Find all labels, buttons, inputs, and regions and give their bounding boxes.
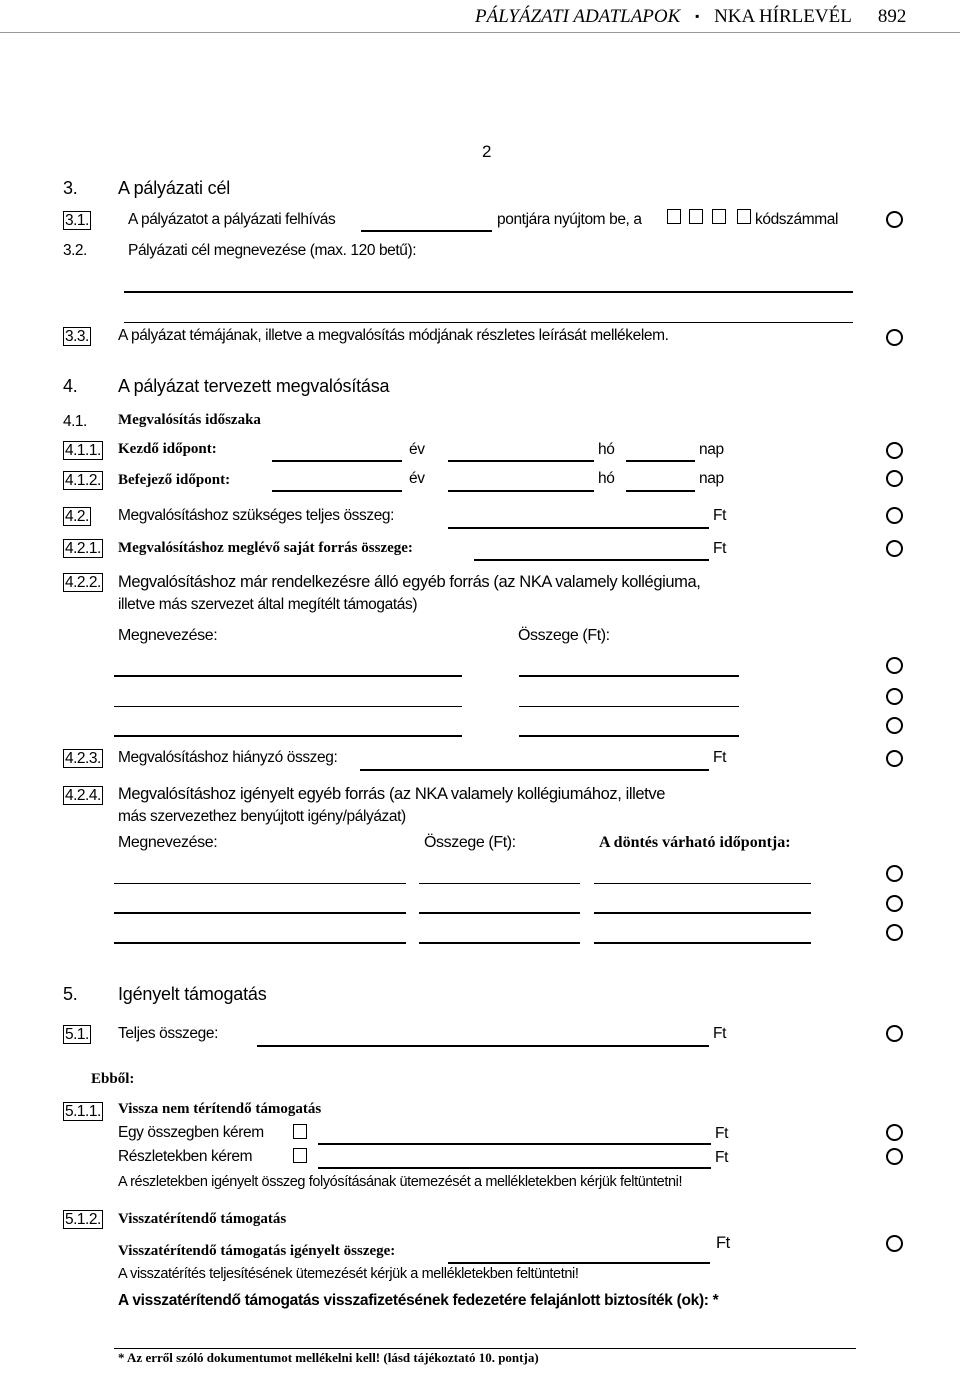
row-5-1-1-number: 5.1.1. bbox=[65, 1103, 101, 1120]
installment-checkbox[interactable] bbox=[293, 1148, 307, 1163]
end-day-field[interactable] bbox=[626, 490, 695, 492]
start-year-field[interactable] bbox=[272, 460, 402, 462]
ebbol-label: Ebből: bbox=[91, 1071, 135, 1087]
row-4-2-1-label: Megvalósításhoz meglévő saját forrás összege: bbox=[118, 540, 413, 556]
end-year-field[interactable] bbox=[272, 490, 402, 492]
requested-source-date-3[interactable] bbox=[594, 942, 811, 944]
start-month-unit: hó bbox=[598, 441, 615, 458]
code-digit-box-4[interactable] bbox=[737, 209, 751, 224]
row-3-2-number: 3.2. bbox=[63, 242, 87, 259]
goal-name-field-2[interactable] bbox=[124, 322, 853, 323]
requested-source-amount-1[interactable] bbox=[419, 883, 580, 884]
header-rule bbox=[0, 32, 960, 33]
row-3-1-number: 3.1. bbox=[65, 212, 89, 229]
footnote-text: * Az erről szóló dokumentumot mellékelni kell! (lásd tájékoztató 10. pontja) bbox=[118, 1350, 539, 1365]
own-source-field[interactable] bbox=[474, 559, 709, 561]
row-4-1-2-check-circle[interactable] bbox=[886, 470, 903, 487]
row-4-2-3-label: Megvalósításhoz hiányzó összeg: bbox=[118, 749, 338, 766]
code-digit-box-2[interactable] bbox=[689, 209, 703, 224]
available-source-amount-1[interactable] bbox=[519, 675, 739, 677]
row-4-2-4-number: 4.2.4. bbox=[65, 787, 101, 804]
start-month-field[interactable] bbox=[448, 460, 594, 462]
guarantee-label: A visszatérítendő támogatás visszafizetésének fedezetére felajánlott biztosíték (ok): * bbox=[118, 1292, 719, 1309]
row-3-1-label-post: kódszámmal bbox=[755, 211, 838, 228]
header-page-number: 892 bbox=[877, 6, 907, 27]
requested-source-name-1[interactable] bbox=[114, 883, 406, 884]
requested-source-amount-3[interactable] bbox=[419, 942, 580, 944]
row-4-1-1-check-circle[interactable] bbox=[886, 442, 903, 459]
requested-source-circle-3[interactable] bbox=[886, 924, 903, 941]
lump-sum-option-label: Egy összegben kérem bbox=[118, 1124, 264, 1141]
row-4-2-3-unit: Ft bbox=[713, 749, 726, 766]
row-4-2-check-circle[interactable] bbox=[886, 507, 903, 524]
row-4-2-2-col-name: Megnevezése: bbox=[118, 627, 218, 644]
row-4-2-1-unit: Ft bbox=[713, 540, 726, 557]
available-source-circle-1[interactable] bbox=[886, 657, 903, 674]
row-4-2-2-number: 4.2.2. bbox=[65, 574, 101, 591]
row-3-3-label: A pályázat témájának, illetve a megvalósítás módjának részletes leírását mellékelem. bbox=[118, 327, 669, 344]
row-3-2-label: Pályázati cél megnevezése (max. 120 betű): bbox=[128, 242, 417, 259]
running-header bbox=[475, 6, 906, 28]
row-4-1-number: 4.1. bbox=[63, 413, 87, 430]
end-year-unit: év bbox=[409, 470, 425, 487]
row-4-1-1-number: 4.1.1. bbox=[65, 442, 101, 459]
row-4-2-3-check-circle[interactable] bbox=[886, 750, 903, 767]
refundable-amount-label: Visszatérítendő támogatás igényelt összege: bbox=[118, 1243, 396, 1259]
row-4-2-4-text-line-1: Megvalósításhoz igényelt egyéb forrás (az NKA valamely kollégiumához, illetve bbox=[118, 785, 665, 803]
row-4-2-number: 4.2. bbox=[65, 508, 89, 525]
installment-unit: Ft bbox=[715, 1149, 728, 1166]
requested-source-date-2[interactable] bbox=[594, 912, 811, 914]
row-3-3-number: 3.3. bbox=[65, 328, 89, 345]
row-4-2-2-text-line-1: Megvalósításhoz már rendelkezésre álló egyéb forrás (az NKA valamely kollégiuma, bbox=[118, 573, 701, 591]
end-month-field[interactable] bbox=[448, 490, 594, 492]
lump-sum-amount-field[interactable] bbox=[318, 1143, 711, 1145]
row-3-1-check-circle[interactable] bbox=[886, 211, 903, 228]
row-5-1-label: Teljes összege: bbox=[118, 1025, 218, 1042]
row-3-1-label-pre: A pályázatot a pályázati felhívás bbox=[128, 211, 336, 228]
section-3-number: 3. bbox=[63, 178, 78, 198]
row-5-1-check-circle[interactable] bbox=[886, 1025, 903, 1042]
row-3-3-check-circle[interactable] bbox=[886, 329, 903, 346]
section-4-title: A pályázat tervezett megvalósítása bbox=[118, 376, 390, 396]
end-day-unit: nap bbox=[699, 470, 724, 487]
refundable-amount-field[interactable] bbox=[448, 1262, 710, 1264]
available-source-name-1[interactable] bbox=[114, 675, 462, 677]
start-year-unit: év bbox=[409, 441, 425, 458]
section-5-number: 5. bbox=[63, 984, 78, 1004]
goal-name-field[interactable] bbox=[124, 291, 853, 293]
header-right-title: NKA HÍRLEVÉL bbox=[714, 6, 852, 27]
installment-option-label: Részletekben kérem bbox=[118, 1148, 253, 1165]
missing-amount-field[interactable] bbox=[360, 769, 709, 771]
row-4-1-2-number: 4.1.2. bbox=[65, 472, 101, 489]
installment-note: A részletekben igényelt összeg folyósításának ütemezését a mellékletekben kérjük feltüntetni! bbox=[118, 1174, 683, 1190]
refundable-check-circle[interactable] bbox=[886, 1235, 903, 1252]
code-digit-box-1[interactable] bbox=[667, 209, 681, 224]
requested-source-circle-2[interactable] bbox=[886, 895, 903, 912]
footnote-rule bbox=[114, 1348, 856, 1349]
row-4-2-2-text-line-2: illetve más szervezet által megítélt támogatás) bbox=[118, 596, 418, 613]
section-3-title: A pályázati cél bbox=[118, 178, 231, 198]
installment-check-circle[interactable] bbox=[886, 1148, 903, 1165]
refundable-unit: Ft bbox=[716, 1234, 730, 1252]
code-digit-box-3[interactable] bbox=[712, 209, 726, 224]
available-source-amount-2[interactable] bbox=[519, 706, 739, 707]
row-5-1-unit: Ft bbox=[713, 1025, 726, 1042]
row-4-1-1-label: Kezdő időpont: bbox=[118, 441, 217, 457]
row-4-2-4-col-date: A döntés várható időpontja: bbox=[599, 834, 791, 851]
start-day-field[interactable] bbox=[626, 460, 695, 462]
row-5-1-1-title: Vissza nem térítendő támogatás bbox=[118, 1101, 322, 1117]
lump-sum-checkbox[interactable] bbox=[293, 1124, 307, 1139]
requested-source-name-2[interactable] bbox=[114, 912, 406, 914]
lump-sum-check-circle[interactable] bbox=[886, 1124, 903, 1141]
available-source-amount-3[interactable] bbox=[519, 735, 739, 737]
row-4-2-1-number: 4.2.1. bbox=[65, 540, 101, 557]
row-4-2-4-col-amount: Összege (Ft): bbox=[424, 834, 516, 851]
installment-amount-field[interactable] bbox=[318, 1167, 711, 1169]
row-3-1-label-mid: pontjára nyújtom be, a bbox=[497, 211, 642, 228]
section-4-number: 4. bbox=[63, 376, 78, 396]
available-source-circle-2[interactable] bbox=[886, 688, 903, 705]
available-source-circle-3[interactable] bbox=[886, 717, 903, 734]
call-point-field[interactable] bbox=[361, 230, 492, 232]
row-4-2-2-col-amount: Összege (Ft): bbox=[518, 627, 610, 644]
row-4-2-1-check-circle[interactable] bbox=[886, 540, 903, 557]
header-separator: ▪ bbox=[695, 9, 700, 23]
requested-total-field[interactable] bbox=[257, 1045, 709, 1047]
row-5-1-number: 5.1. bbox=[65, 1026, 89, 1043]
requested-source-name-3[interactable] bbox=[114, 942, 406, 944]
row-4-2-4-text-line-2: más szervezethez benyújtott igény/pályázat) bbox=[118, 808, 406, 825]
form-page-number: 2 bbox=[482, 142, 492, 161]
start-day-unit: nap bbox=[699, 441, 724, 458]
refundable-schedule-note: A visszatérítés teljesítésének ütemezését kérjük a mellékletekben feltüntetni! bbox=[118, 1266, 579, 1282]
available-source-name-3[interactable] bbox=[114, 735, 462, 737]
row-4-1-2-label: Befejező időpont: bbox=[118, 472, 231, 488]
end-month-unit: hó bbox=[598, 470, 615, 487]
row-4-2-3-number: 4.2.3. bbox=[65, 750, 101, 767]
row-5-1-2-title: Visszatérítendő támogatás bbox=[118, 1211, 287, 1227]
header-left-title: PÁLYÁZATI ADATLAPOK bbox=[475, 6, 681, 27]
row-4-2-4-col-name: Megnevezése: bbox=[118, 834, 218, 851]
row-4-2-unit: Ft bbox=[713, 507, 726, 524]
available-source-name-2[interactable] bbox=[114, 706, 462, 707]
row-5-1-2-number: 5.1.2. bbox=[65, 1211, 101, 1228]
requested-source-amount-2[interactable] bbox=[419, 912, 580, 914]
row-4-2-label: Megvalósításhoz szükséges teljes összeg: bbox=[118, 507, 395, 524]
row-4-1-label: Megvalósítás időszaka bbox=[118, 412, 261, 428]
lump-sum-unit: Ft bbox=[715, 1125, 728, 1142]
requested-source-circle-1[interactable] bbox=[886, 865, 903, 882]
total-cost-field[interactable] bbox=[448, 527, 709, 529]
section-5-title: Igényelt támogatás bbox=[118, 984, 267, 1004]
requested-source-date-1[interactable] bbox=[594, 883, 811, 884]
